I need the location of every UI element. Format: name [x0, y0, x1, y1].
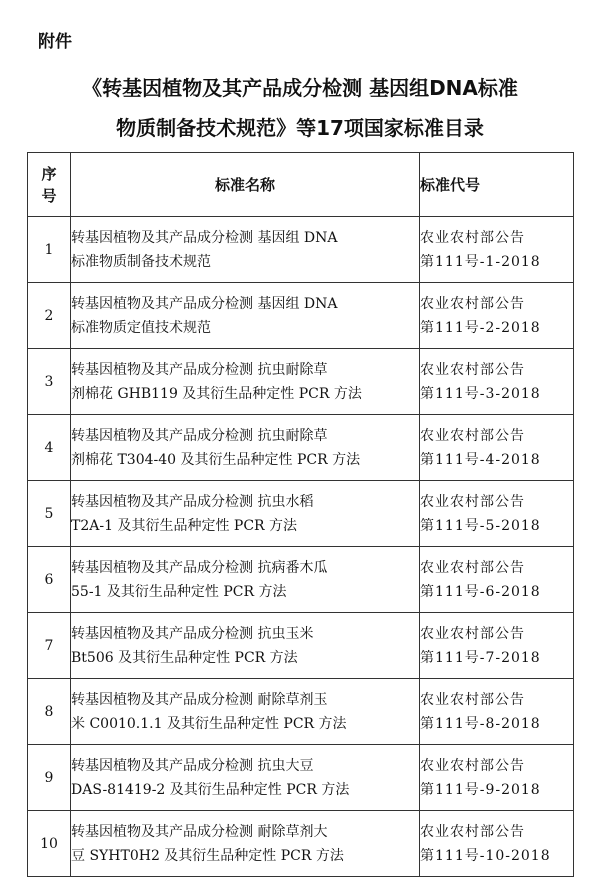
standard-code-line-2: 第111号-3-2018 [420, 385, 541, 402]
header-serial-number: 序 号 [28, 153, 71, 217]
standard-code-line-2: 第111号-6-2018 [420, 583, 541, 600]
standard-code-line-1: 农业农村部公告 [420, 757, 525, 774]
row-serial-number: 4 [28, 415, 71, 481]
table-row [28, 613, 574, 679]
standard-name-line-1: 转基因植物及其产品成分检测 抗虫耐除草 [71, 361, 328, 378]
table-row [28, 811, 574, 877]
row-standard-name [71, 811, 420, 877]
standard-code-line-1: 农业农村部公告 [420, 691, 525, 708]
row-serial-number: 8 [28, 679, 71, 745]
table-header-row [28, 153, 574, 217]
row-standard-code [420, 679, 574, 745]
standard-code-line-2: 第111号-8-2018 [420, 715, 541, 732]
standard-name-line-1: 转基因植物及其产品成分检测 耐除草剂玉 [71, 691, 328, 708]
row-serial-number: 3 [28, 349, 71, 415]
row-standard-code [420, 415, 574, 481]
row-serial-number: 9 [28, 745, 71, 811]
standard-name-line-1: 转基因植物及其产品成分检测 抗虫水稻 [71, 493, 314, 510]
standard-name-line-2: T2A-1 及其衍生品种定性 PCR 方法 [71, 517, 298, 534]
standard-code-line-1: 农业农村部公告 [420, 361, 525, 378]
standard-name-line-1: 转基因植物及其产品成分检测 基因组 DNA [71, 295, 338, 312]
row-standard-name [71, 415, 420, 481]
document-title-line-2: 物质制备技术规范》等17项国家标准目录 [116, 116, 484, 140]
row-serial-number: 6 [28, 547, 71, 613]
table-row [28, 481, 574, 547]
standard-code-line-2: 第111号-1-2018 [420, 253, 541, 270]
table-row [28, 415, 574, 481]
row-standard-code [420, 547, 574, 613]
standard-name-line-2: 剂棉花 T304-40 及其衍生品种定性 PCR 方法 [71, 451, 361, 468]
standard-name-line-2: 55-1 及其衍生品种定性 PCR 方法 [71, 583, 287, 600]
row-standard-code [420, 745, 574, 811]
standard-name-line-1: 转基因植物及其产品成分检测 抗虫玉米 [71, 625, 314, 642]
document-title-line-1: 《转基因植物及其产品成分检测 基因组DNA标准 [82, 76, 518, 100]
row-standard-name [71, 481, 420, 547]
standard-code-line-1: 农业农村部公告 [420, 493, 525, 510]
standard-name-line-2: Bt506 及其衍生品种定性 PCR 方法 [71, 649, 298, 666]
standard-code-line-2: 第111号-2-2018 [420, 319, 541, 336]
row-standard-name [71, 547, 420, 613]
standard-name-line-1: 转基因植物及其产品成分检测 耐除草剂大 [71, 823, 328, 840]
table-row [28, 679, 574, 745]
standard-name-line-1: 转基因植物及其产品成分检测 抗虫耐除草 [71, 427, 328, 444]
standard-name-line-1: 转基因植物及其产品成分检测 抗病番木瓜 [71, 559, 328, 576]
table-body [28, 217, 574, 877]
row-standard-name [71, 745, 420, 811]
row-standard-name [71, 349, 420, 415]
standard-code-line-1: 农业农村部公告 [420, 229, 525, 246]
row-standard-code [420, 613, 574, 679]
standard-code-line-2: 第111号-7-2018 [420, 649, 541, 666]
standard-code-line-2: 第111号-4-2018 [420, 451, 541, 468]
standard-name-line-2: DAS-81419-2 及其衍生品种定性 PCR 方法 [71, 781, 350, 798]
row-standard-name [71, 283, 420, 349]
standard-code-line-2: 第111号-10-2018 [420, 847, 551, 864]
table-row [28, 745, 574, 811]
header-standard-name: 标准名称 [71, 153, 420, 217]
row-standard-code [420, 811, 574, 877]
standards-table [27, 152, 574, 877]
row-standard-code [420, 349, 574, 415]
row-serial-number: 2 [28, 283, 71, 349]
header-standard-code: 标准代号 [420, 153, 574, 217]
row-serial-number: 10 [28, 811, 71, 877]
table-row [28, 547, 574, 613]
standard-name-line-2: 剂棉花 GHB119 及其衍生品种定性 PCR 方法 [71, 385, 362, 402]
standard-name-line-2: 豆 SYHT0H2 及其衍生品种定性 PCR 方法 [71, 847, 344, 864]
row-serial-number: 5 [28, 481, 71, 547]
row-standard-code [420, 217, 574, 283]
row-serial-number: 7 [28, 613, 71, 679]
row-standard-code [420, 481, 574, 547]
attachment-label: 附件 [38, 32, 72, 52]
standard-code-line-1: 农业农村部公告 [420, 559, 525, 576]
standard-name-line-2: 米 C0010.1.1 及其衍生品种定性 PCR 方法 [71, 715, 347, 732]
standard-code-line-1: 农业农村部公告 [420, 427, 525, 444]
standard-name-line-1: 转基因植物及其产品成分检测 抗虫大豆 [71, 757, 314, 774]
standard-code-line-1: 农业农村部公告 [420, 625, 525, 642]
standard-name-line-2: 标准物质定值技术规范 [71, 319, 211, 336]
table-row [28, 283, 574, 349]
row-standard-code [420, 283, 574, 349]
table-row [28, 349, 574, 415]
standard-code-line-2: 第111号-5-2018 [420, 517, 541, 534]
standard-code-line-1: 农业农村部公告 [420, 295, 525, 312]
standard-code-line-1: 农业农村部公告 [420, 823, 525, 840]
row-standard-name [71, 679, 420, 745]
standard-code-line-2: 第111号-9-2018 [420, 781, 541, 798]
row-standard-name [71, 613, 420, 679]
standard-name-line-2: 标准物质制备技术规范 [71, 253, 211, 270]
standard-name-line-1: 转基因植物及其产品成分检测 基因组 DNA [71, 229, 338, 246]
row-standard-name [71, 217, 420, 283]
table-row [28, 217, 574, 283]
row-serial-number: 1 [28, 217, 71, 283]
